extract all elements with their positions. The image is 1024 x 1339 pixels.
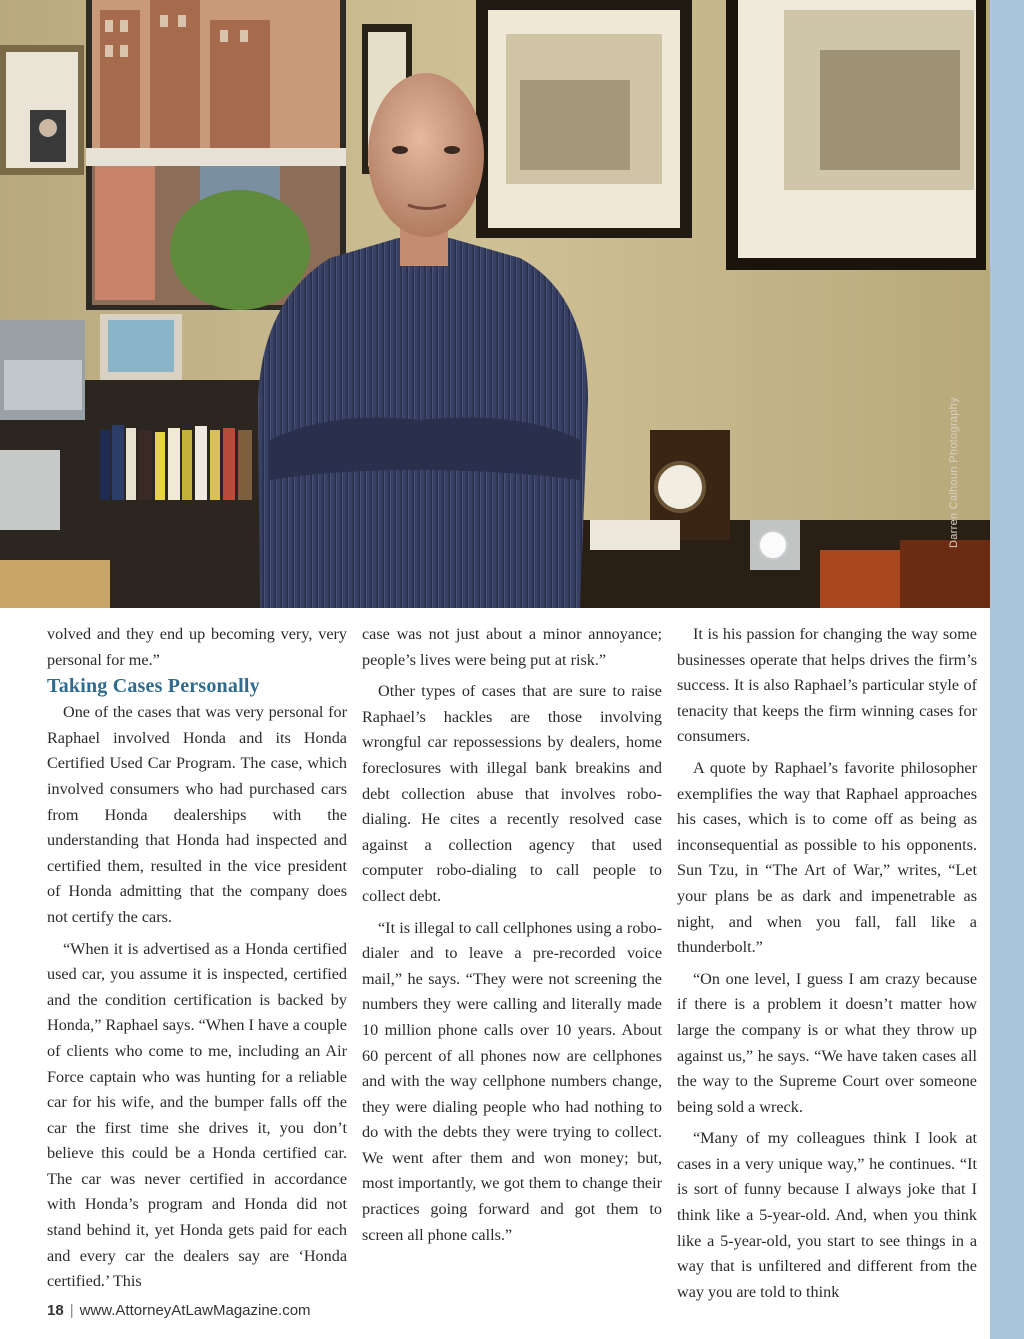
portrait-photo [0,0,990,608]
paragraph: One of the cases that was very personal for Raphael involved Honda and its Honda Certified Used Car Program. The case, which involved consumers who had purchased cars from Honda dealerships with the understanding that Honda had inspected and certified them, resulted in the vice president of Honda admitting that the company does not certify the cars. [47,703,347,926]
article-column-1 [47,622,347,1295]
page-footer [47,1302,311,1319]
paragraph: A quote by Raphael’s favorite philosopher exemplifies the way that Raphael approaches his cases, which is to come off as being as inconsequential as possible to his opponents. Sun Tzu, in “The Art of War,” writes, “Let your plans be as dark and impenetrable as night, and when you fall, fall like a thunderbolt.” [677,758,977,957]
article-column-2 [362,622,662,1248]
footer-site-link[interactable]: www.AttorneyAtLawMagazine.com [79,1302,311,1319]
page-number: 18 [47,1302,64,1319]
article-column-3 [677,622,977,1305]
paragraph: “When it is advertised as a Honda certified used car, you assume it is inspected, certified and the condition certification is backed by Honda,” Raphael says. “When I have a couple of clients who come to me, including an Air Force captain who was hunting for a reliable car for his wife, and the bumper falls off the car the first time she drives it, you don’t believe this could be a Honda certified car. The car was never certified in accordance with Honda’s program and Honda did not stand behind it, yet Honda gets paid for each and every car the dealers say are ‘Honda certified.’ This [47,939,347,1291]
section-heading: Taking Cases Personally [47,675,260,698]
photo-credit: Darren Calhoun Photography [948,397,960,548]
paragraph: “On one level, I guess I am crazy because if there is a problem it doesn’t matter how large the company is or what they throw up against us,” he says. “We have taken cases all the way to the Supreme Court over someone being sold a wreck. [677,969,977,1116]
paragraph: Other types of cases that are sure to raise Raphael’s hackles are those involving wrongful car repossessions by dealers, home foreclosures with illegal bank breakins and debt collection abuse that involves robo-dialing. He cites a recently resolved case against a collection agency that used computer robo-dialing to call people to collect debt. [362,682,662,905]
paragraph: “It is illegal to call cellphones using a robo-dialer and to leave a pre-recorded voice mail,” he says. “They were not screening the numbers they were calling and literally made 10 million phone calls over 10 years. About 60 percent of all phones now are cellphones and with the way cellphone numbers change, they were dialing people who had nothing to do with the debts they were trying to collect. We went after them and won money; but, most importantly, we got them to change their practices going forward and got them to screen all phone calls.” [362,918,662,1244]
footer-separator: | [69,1302,74,1319]
paragraph: case was not just about a minor annoyance; people’s lives were being put at risk.” [362,625,662,669]
paragraph: volved and they end up becoming very, very personal for me.” [47,625,347,669]
paragraph: “Many of my colleagues think I look at cases in a very unique way,” he continues. “It is sort of funny because I always joke that I think like a 5-year-old. And, when you think like a 5-year-old, you start to see things in a way that is unfiltered and different from the way you are told to think [677,1129,977,1301]
page-edge-bar [990,0,1024,1339]
paragraph: It is his passion for changing the way some businesses operate that helps drives the firm’s success. It is also Raphael’s particular style of tenacity that keeps the firm winning cases for consumers. [677,625,977,746]
